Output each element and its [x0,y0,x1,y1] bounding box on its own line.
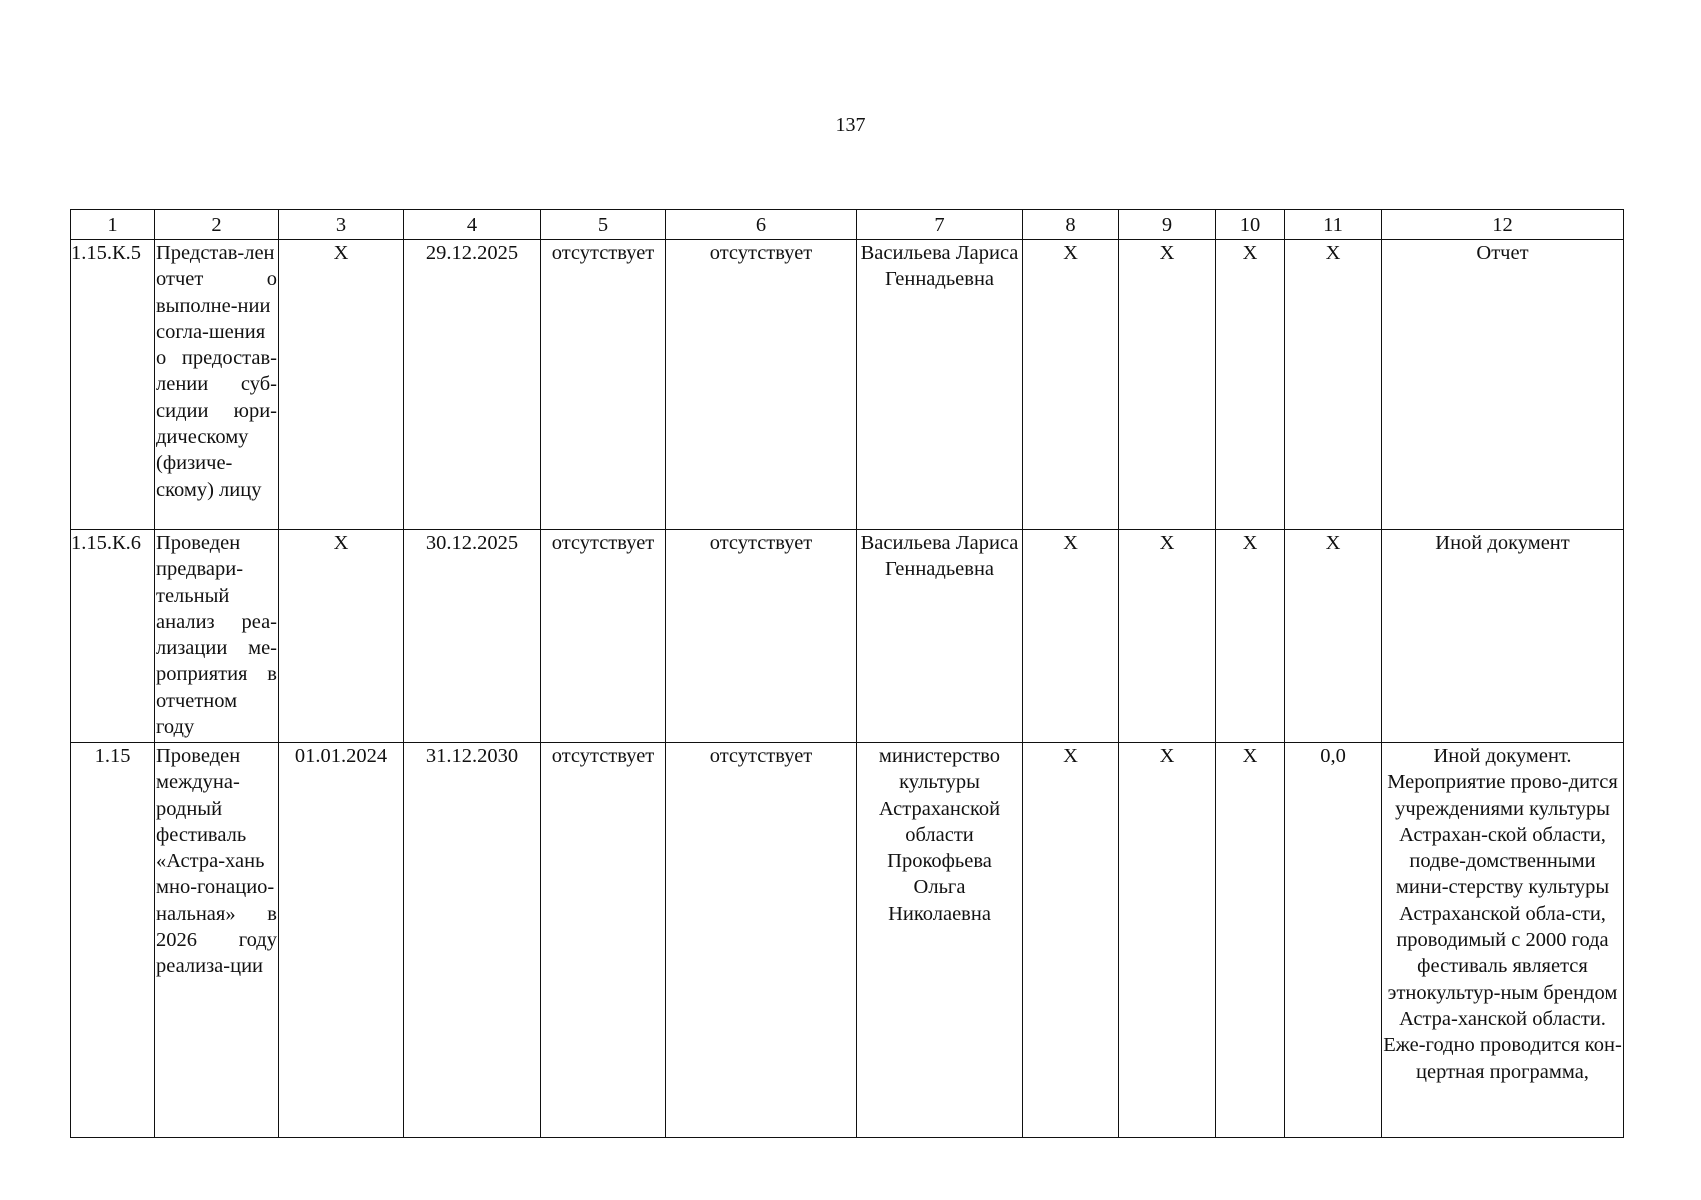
table-row [71,240,1624,530]
start-date-cell: X [279,530,404,743]
end-date-cell: 30.12.2025 [404,530,541,743]
cell-col9: X [1119,743,1216,1138]
row-code-cell: 1.15.К.6 [71,530,155,743]
cell-col10: X [1216,530,1285,743]
cell-col8: X [1023,240,1119,530]
table-row [71,530,1624,743]
result-description-cell: Проведен междуна-родный фестиваль «Астра-хань мно-гонацио-нальная» в 2026 году реализа-ции [155,743,279,1138]
column-header: 3 [279,210,404,240]
cell-col9: X [1119,530,1216,743]
start-date-cell: 01.01.2024 [279,743,404,1138]
document-type-cell: Иной документ. Мероприятие прово-дится учреждениями культуры Астрахан-ской области, подве-домственными мини-стерству культуры Астраханской обла-сти, проводимый с 2000 года фестиваль является этнокультур-ным брендом Астра-ханской области. Еже-годно проводится кон-цертная программа, [1382,743,1624,1138]
cell-col5: отсутствует [541,530,666,743]
result-description-cell: Представ-лен отчет о выполне-нии согла-шения о предостав-лении суб-сидии юри-дическому (физиче-скому) лицу [155,240,279,530]
page-number: 137 [835,114,866,136]
end-date-cell: 29.12.2025 [404,240,541,530]
document-type-cell: Иной документ [1382,530,1624,743]
cell-col11: X [1285,530,1382,743]
column-header: 10 [1216,210,1285,240]
document-type-cell: Отчет [1382,240,1624,530]
cell-col8: X [1023,743,1119,1138]
responsible-cell: министерство культуры Астраханской области Прокофьева Ольга Николаевна [857,743,1023,1138]
cell-col5: отсутствует [541,743,666,1138]
table-header-row [71,210,1624,240]
cell-col10: X [1216,743,1285,1138]
column-header: 7 [857,210,1023,240]
column-header: 11 [1285,210,1382,240]
responsible-cell: Васильева Лариса Геннадьевна [857,240,1023,530]
column-header: 5 [541,210,666,240]
cell-col6: отсутствует [666,743,857,1138]
responsible-cell: Васильева Лариса Геннадьевна [857,530,1023,743]
end-date-cell: 31.12.2030 [404,743,541,1138]
cell-col5: отсутствует [541,240,666,530]
result-description-cell: Проведен предвари-тельный анализ реа-лизации ме-роприятия в отчетном году [155,530,279,743]
cell-col6: отсутствует [666,240,857,530]
column-header: 8 [1023,210,1119,240]
cell-col10: X [1216,240,1285,530]
row-code-cell: 1.15.К.5 [71,240,155,530]
cell-col8: X [1023,530,1119,743]
column-header: 12 [1382,210,1624,240]
cell-col9: X [1119,240,1216,530]
cell-col11: X [1285,240,1382,530]
cell-col6: отсутствует [666,530,857,743]
start-date-cell: X [279,240,404,530]
column-header: 4 [404,210,541,240]
row-code-cell: 1.15 [71,743,155,1138]
column-header: 1 [71,210,155,240]
table-row [71,743,1624,1138]
cell-col11: 0,0 [1285,743,1382,1138]
column-header: 6 [666,210,857,240]
column-header: 9 [1119,210,1216,240]
column-header: 2 [155,210,279,240]
document-table [70,209,1624,1138]
